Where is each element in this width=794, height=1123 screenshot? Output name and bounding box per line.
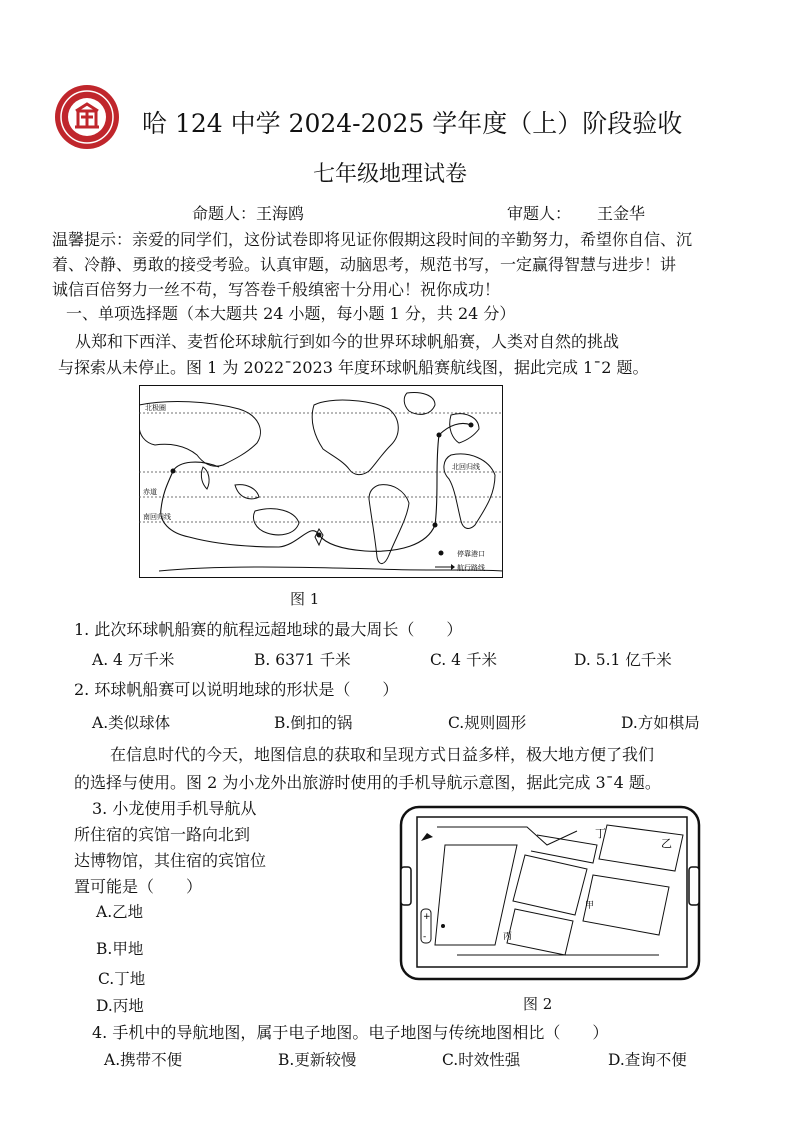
q4-option-c: C.时效性强 — [442, 1051, 521, 1069]
label-equator: 赤道 — [143, 488, 157, 496]
section-heading: 一、单项选择题（本大题共 24 小题，每小题 1 分，共 24 分） — [66, 304, 516, 323]
question-3-line-1: 3. 小龙使用手机导航从 — [92, 799, 257, 818]
tips-line-1: 温馨提示：亲爱的同学们，这份试卷即将见证你假期这段时间的辛勤努力，希望你自信、沉 — [52, 230, 693, 249]
q1-option-d: D. 5.1 亿千米 — [574, 651, 672, 669]
question-3-line-3: 达博物馆，其住宿的宾馆位 — [74, 851, 267, 870]
q2-option-d: D.方如棋局 — [621, 714, 700, 732]
q3-option-c: C.丁地 — [98, 970, 146, 988]
figure-2-phone — [397, 805, 707, 981]
question-2: 2. 环球帆船赛可以说明地球的形状是（ ） — [74, 680, 399, 699]
question-3-line-4: 置可能是（ ） — [74, 877, 203, 896]
q3-option-a: A.乙地 — [96, 903, 144, 921]
q2-option-c: C.规则圆形 — [448, 714, 527, 732]
label-bing: 丙 — [503, 932, 513, 942]
figure-1-caption: 图 1 — [290, 590, 320, 608]
svg-text:+: + — [423, 912, 431, 922]
q2-option-b: B.倒扣的锅 — [274, 714, 353, 732]
label-tropic-cancer: 北回归线 — [452, 463, 480, 471]
label-ding: 丁 — [595, 827, 606, 840]
label-yi: 乙 — [661, 837, 672, 850]
intro-line-1: 从郑和下西洋、麦哲伦环球航行到如今的世界环球帆船赛，人类对自然的挑战 — [75, 332, 620, 351]
legend-port-dot — [439, 551, 444, 556]
question-4: 4. 手机中的导航地图，属于电子地图。电子地图与传统地图相比（ ） — [92, 1023, 609, 1042]
reviewer-label: 审题人： — [507, 204, 572, 223]
tips-line-3: 诚信百倍努力一丝不苟，写答卷千般缜密十分用心！祝你成功！ — [52, 280, 501, 299]
reviewer-name: 王金华 — [597, 204, 646, 223]
q1-option-b: B. 6371 千米 — [254, 651, 351, 669]
school-logo — [54, 84, 120, 150]
intro-line-2: 与探索从未停止。图 1 为 2022¯2023 年度环球帆船赛航线图，据此完成 1¯2 题。 — [58, 358, 649, 377]
q3-option-b: B.甲地 — [96, 940, 144, 958]
question-3-line-2: 所住宿的宾馆一路向北到 — [74, 825, 251, 844]
label-north-polar: 北极圈 — [145, 404, 166, 412]
author: 命题人：王海鸥 — [192, 204, 305, 223]
q3-option-d: D.丙地 — [96, 997, 144, 1015]
legend-port: 停靠港口 — [457, 550, 485, 558]
question-1: 1. 此次环球帆船赛的航程远超地球的最大周长（ ） — [74, 620, 463, 639]
page-subtitle: 七年级地理试卷 — [313, 162, 468, 187]
q2-option-a: A.类似球体 — [92, 714, 171, 732]
figure-2-caption: 图 2 — [523, 995, 553, 1013]
q1-option-c: C. 4 千米 — [430, 651, 497, 669]
q4-option-a: A.携带不便 — [104, 1051, 183, 1069]
intro2-line-2: 的选择与使用。图 2 为小龙外出旅游时使用的手机导航示意图，据此完成 3¯4 题。 — [74, 773, 661, 792]
q1-option-a: A. 4 万千米 — [92, 651, 175, 669]
q4-option-d: D.查询不便 — [608, 1051, 687, 1069]
legend-route: 航行路线 — [457, 564, 485, 572]
svg-text:-: - — [423, 932, 427, 942]
label-tropic-capricorn: 南回归线 — [143, 513, 171, 521]
tips-line-2: 着、冷静、勇敢的接受考验。认真审题，动脑思考，规范书写，一定赢得智慧与进步！讲 — [52, 255, 677, 274]
page-title: 哈 124 中学 2024-2025 学年度（上）阶段验收 — [142, 109, 683, 138]
intro2-line-1: 在信息时代的今天，地图信息的获取和呈现方式日益多样，极大地方便了我们 — [110, 745, 655, 764]
label-jia: 甲 — [585, 901, 595, 911]
figure-1-map — [139, 385, 503, 578]
q4-option-b: B.更新较慢 — [278, 1051, 357, 1069]
